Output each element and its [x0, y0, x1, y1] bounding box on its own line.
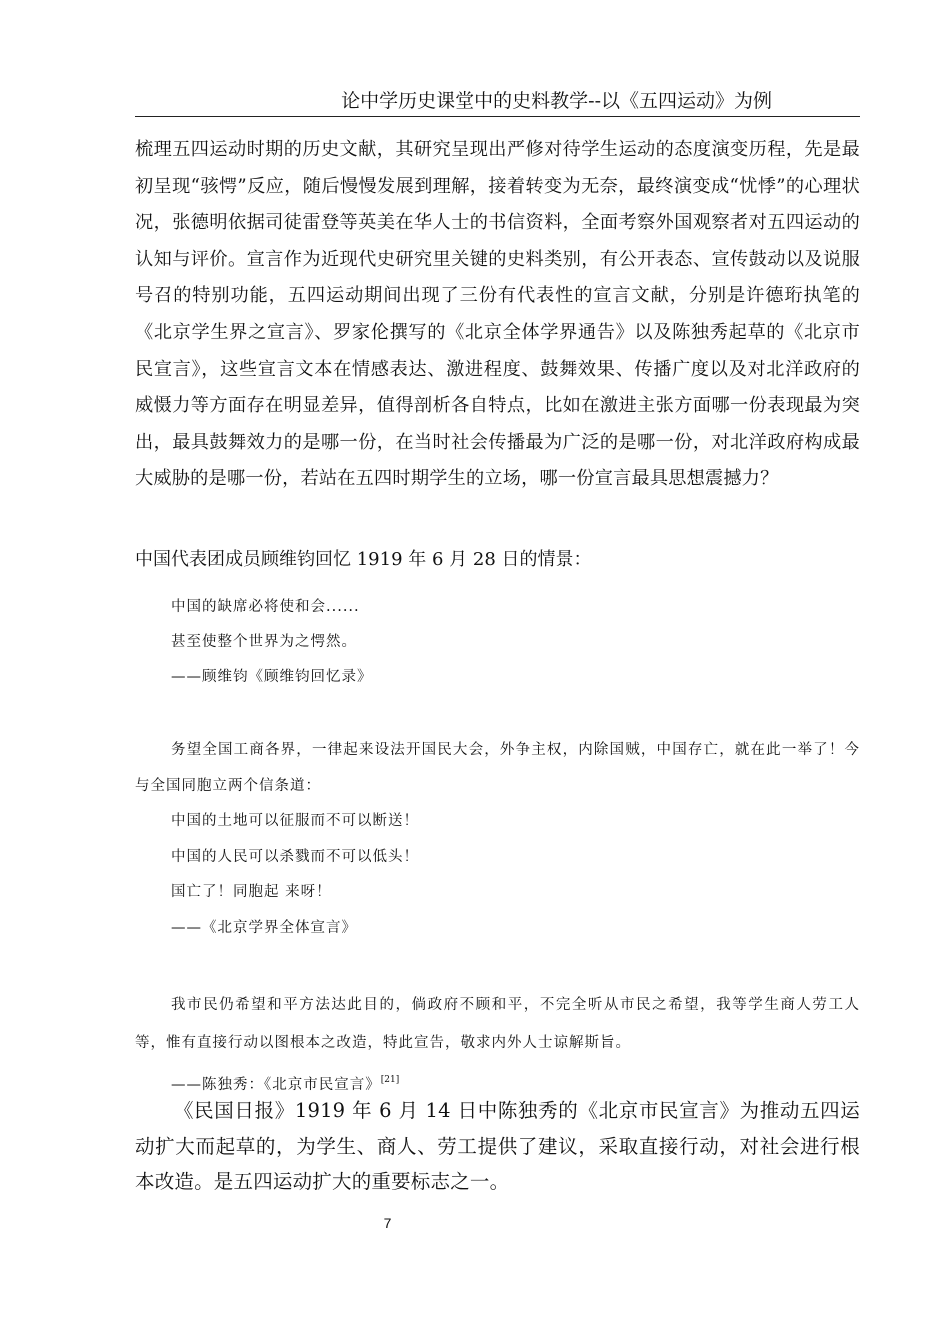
conclusion-text	[135, 1093, 860, 1200]
conclusion-paragraph: 《民国日报》1919 年 6 月 14 日中陈独秀的《北京市民宣言》为推动五四运动扩大而起草的，为学生、商人、劳工提供了建议，采取直接行动，对社会进行根本改造。是五四运动扩大的重要标志之一。	[135, 1099, 860, 1193]
quote-line: 中国的缺席必将使和会......	[171, 599, 360, 615]
quote-line: 中国的人民可以杀戮而不可以低头！	[171, 848, 419, 865]
quote-line: 中国的土地可以征服而不可以断送！	[171, 813, 419, 829]
citation-marker[interactable]: [21]	[380, 1075, 400, 1085]
quote-paragraph: 务望全国工商各界，一律起来设法开国民大会，外争主权，内除国贼，中国存亡，就在此一举了！今与全国同胞立两个信条道：	[135, 742, 860, 794]
quote-paragraph: 我市民仍希望和平方法达此目的，倘政府不顾和平，不完全听从市民之希望，我等学生商人劳工人等，惟有直接行动以图根本之改造，特此宣告，敬求内外人士谅解斯旨。	[135, 997, 860, 1051]
quote-block-beijing-students	[135, 733, 860, 946]
quote-source: ——《北京学界全体宣言》	[171, 919, 357, 936]
page-header	[135, 88, 860, 117]
quote-intro: 中国代表团成员顾维钧回忆 1919 年 6 月 28 日的情景：	[135, 549, 592, 570]
header-title: 论中学历史课堂中的史料教学--以《五四运动》为例	[341, 90, 772, 112]
quote-block-gu-weijun	[135, 590, 860, 695]
quote-line: 国亡了！同胞起 来呀！	[171, 884, 332, 900]
quote-line: 甚至使整个世界为之愕然。	[171, 634, 357, 650]
body-paragraph: 梳理五四运动时期的历史文献，其研究呈现出严修对待学生运动的态度演变历程，先是最初呈现“骇愕”反应，随后慢慢发展到理解，接着转变为无奈，最终演变成“忧悸”的心理状况，张德明依据司徒雷登等英美在华人士的书信资料，全面考察外国观察者对五四运动的认知与评价。宣言作为近现代史研究里关键的史料类别，有公开表态、宣传鼓动以及说服号召的特别功能，五四运动期间出现了三份有代表性的宣言文献，分别是许德珩执笔的《北京学生界之宣言》、罗家伦撰写的《北京全体学界通告》以及陈独秀起草的《北京市民宣言》，这些宣言文本在情感表达、激进程度、鼓舞效果、传播广度以及对北洋政府的威慑力等方面存在明显差异，值得剖析各自特点，比如在激进主张方面哪一份表现最为突出，最具鼓舞效力的是哪一份，在当时社会传播最为广泛的是哪一份，对北洋政府构成最大威胁的是哪一份，若站在五四时期学生的立场，哪一份宣言最具思想震撼力？	[135, 139, 860, 490]
quote-source: ——顾维钧《顾维钧回忆录》	[171, 669, 373, 685]
quote-source: ——陈独秀：《北京市民宣言》	[171, 1077, 381, 1093]
main-text	[135, 132, 860, 498]
page-number: 7	[383, 1215, 392, 1231]
quote-block-citizens-declaration	[135, 986, 860, 1103]
